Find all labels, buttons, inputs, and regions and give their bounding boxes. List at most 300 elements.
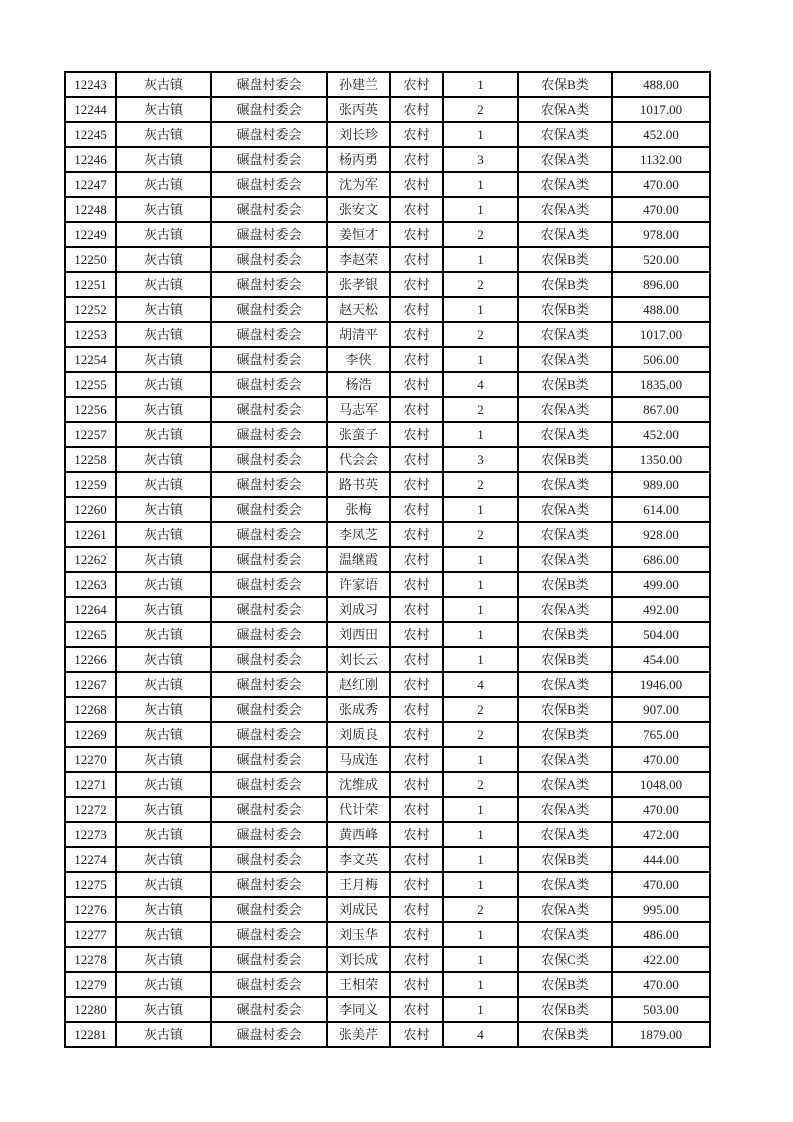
- cell-area-type: 农村: [390, 272, 443, 297]
- cell-person-count: 1: [443, 597, 518, 622]
- cell-person-count: 4: [443, 672, 518, 697]
- table-row: [65, 847, 710, 872]
- cell-town: 灰古镇: [116, 397, 211, 422]
- cell-area-type: 农村: [390, 747, 443, 772]
- cell-amount: 506.00: [612, 347, 710, 372]
- cell-area-type: 农村: [390, 197, 443, 222]
- cell-person-name: 刘长成: [327, 947, 390, 972]
- cell-person-name: 杨丙勇: [327, 147, 390, 172]
- cell-town: 灰古镇: [116, 147, 211, 172]
- cell-village-committee: 碾盘村委会: [211, 297, 327, 322]
- cell-person-name: 杨浩: [327, 372, 390, 397]
- cell-amount: 1946.00: [612, 672, 710, 697]
- cell-record-id: 12279: [65, 972, 116, 997]
- cell-insurance-class: 农保B类: [518, 297, 612, 322]
- cell-town: 灰古镇: [116, 372, 211, 397]
- table-row: [65, 722, 710, 747]
- cell-record-id: 12254: [65, 347, 116, 372]
- cell-person-name: 路书英: [327, 472, 390, 497]
- cell-person-name: 姜恒才: [327, 222, 390, 247]
- cell-person-count: 2: [443, 722, 518, 747]
- table-row: [65, 1022, 710, 1047]
- cell-person-count: 2: [443, 322, 518, 347]
- cell-person-count: 1: [443, 547, 518, 572]
- cell-village-committee: 碾盘村委会: [211, 272, 327, 297]
- cell-area-type: 农村: [390, 947, 443, 972]
- cell-area-type: 农村: [390, 172, 443, 197]
- cell-person-count: 2: [443, 772, 518, 797]
- cell-village-committee: 碾盘村委会: [211, 972, 327, 997]
- cell-town: 灰古镇: [116, 647, 211, 672]
- cell-area-type: 农村: [390, 122, 443, 147]
- cell-village-committee: 碾盘村委会: [211, 847, 327, 872]
- cell-town: 灰古镇: [116, 522, 211, 547]
- cell-record-id: 12267: [65, 672, 116, 697]
- cell-record-id: 12247: [65, 172, 116, 197]
- cell-area-type: 农村: [390, 622, 443, 647]
- cell-record-id: 12243: [65, 72, 116, 97]
- cell-insurance-class: 农保A类: [518, 797, 612, 822]
- cell-record-id: 12276: [65, 897, 116, 922]
- cell-person-name: 刘长珍: [327, 122, 390, 147]
- cell-area-type: 农村: [390, 372, 443, 397]
- cell-town: 灰古镇: [116, 872, 211, 897]
- cell-person-count: 1: [443, 797, 518, 822]
- cell-person-name: 刘玉华: [327, 922, 390, 947]
- cell-record-id: 12250: [65, 247, 116, 272]
- cell-insurance-class: 农保A类: [518, 197, 612, 222]
- cell-town: 灰古镇: [116, 322, 211, 347]
- cell-town: 灰古镇: [116, 497, 211, 522]
- cell-village-committee: 碾盘村委会: [211, 522, 327, 547]
- cell-town: 灰古镇: [116, 572, 211, 597]
- cell-town: 灰古镇: [116, 222, 211, 247]
- cell-person-count: 4: [443, 1022, 518, 1047]
- cell-village-committee: 碾盘村委会: [211, 372, 327, 397]
- table-row: [65, 272, 710, 297]
- cell-insurance-class: 农保A类: [518, 672, 612, 697]
- table-row: [65, 597, 710, 622]
- cell-person-count: 1: [443, 647, 518, 672]
- cell-amount: 470.00: [612, 972, 710, 997]
- cell-record-id: 12269: [65, 722, 116, 747]
- cell-area-type: 农村: [390, 447, 443, 472]
- cell-town: 灰古镇: [116, 597, 211, 622]
- cell-insurance-class: 农保B类: [518, 572, 612, 597]
- cell-town: 灰古镇: [116, 72, 211, 97]
- cell-record-id: 12244: [65, 97, 116, 122]
- cell-record-id: 12246: [65, 147, 116, 172]
- cell-person-count: 1: [443, 72, 518, 97]
- cell-insurance-class: 农保B类: [518, 447, 612, 472]
- cell-insurance-class: 农保A类: [518, 397, 612, 422]
- cell-village-committee: 碾盘村委会: [211, 722, 327, 747]
- table-row: [65, 322, 710, 347]
- cell-area-type: 农村: [390, 547, 443, 572]
- cell-area-type: 农村: [390, 97, 443, 122]
- cell-town: 灰古镇: [116, 697, 211, 722]
- cell-area-type: 农村: [390, 472, 443, 497]
- cell-area-type: 农村: [390, 972, 443, 997]
- cell-amount: 928.00: [612, 522, 710, 547]
- cell-person-count: 1: [443, 947, 518, 972]
- table-row: [65, 522, 710, 547]
- table-row: [65, 197, 710, 222]
- cell-area-type: 农村: [390, 822, 443, 847]
- cell-amount: 454.00: [612, 647, 710, 672]
- cell-record-id: 12281: [65, 1022, 116, 1047]
- cell-person-count: 2: [443, 397, 518, 422]
- cell-town: 灰古镇: [116, 272, 211, 297]
- cell-person-name: 李侠: [327, 347, 390, 372]
- cell-insurance-class: 农保B类: [518, 247, 612, 272]
- cell-insurance-class: 农保A类: [518, 597, 612, 622]
- table-row: [65, 747, 710, 772]
- cell-record-id: 12256: [65, 397, 116, 422]
- table-row: [65, 372, 710, 397]
- cell-person-count: 1: [443, 297, 518, 322]
- cell-amount: 995.00: [612, 897, 710, 922]
- cell-insurance-class: 农保B类: [518, 272, 612, 297]
- cell-town: 灰古镇: [116, 672, 211, 697]
- cell-insurance-class: 农保A类: [518, 897, 612, 922]
- cell-amount: 765.00: [612, 722, 710, 747]
- cell-insurance-class: 农保A类: [518, 322, 612, 347]
- cell-area-type: 农村: [390, 847, 443, 872]
- cell-insurance-class: 农保B类: [518, 997, 612, 1022]
- cell-record-id: 12259: [65, 472, 116, 497]
- cell-amount: 470.00: [612, 197, 710, 222]
- table-row: [65, 672, 710, 697]
- cell-amount: 472.00: [612, 822, 710, 847]
- cell-amount: 452.00: [612, 122, 710, 147]
- cell-village-committee: 碾盘村委会: [211, 1022, 327, 1047]
- cell-village-committee: 碾盘村委会: [211, 422, 327, 447]
- cell-person-count: 2: [443, 222, 518, 247]
- cell-village-committee: 碾盘村委会: [211, 447, 327, 472]
- cell-insurance-class: 农保A类: [518, 872, 612, 897]
- cell-village-committee: 碾盘村委会: [211, 772, 327, 797]
- cell-record-id: 12265: [65, 622, 116, 647]
- cell-person-name: 王相荣: [327, 972, 390, 997]
- cell-town: 灰古镇: [116, 422, 211, 447]
- cell-person-name: 赵天松: [327, 297, 390, 322]
- cell-insurance-class: 农保A类: [518, 422, 612, 447]
- cell-area-type: 农村: [390, 672, 443, 697]
- cell-insurance-class: 农保B类: [518, 72, 612, 97]
- cell-record-id: 12249: [65, 222, 116, 247]
- table-row: [65, 547, 710, 572]
- table-row: [65, 447, 710, 472]
- cell-village-committee: 碾盘村委会: [211, 347, 327, 372]
- cell-area-type: 农村: [390, 722, 443, 747]
- cell-record-id: 12271: [65, 772, 116, 797]
- cell-village-committee: 碾盘村委会: [211, 747, 327, 772]
- cell-person-name: 许家语: [327, 572, 390, 597]
- cell-record-id: 12278: [65, 947, 116, 972]
- cell-person-name: 黄西峰: [327, 822, 390, 847]
- cell-amount: 520.00: [612, 247, 710, 272]
- table-row: [65, 797, 710, 822]
- cell-amount: 1835.00: [612, 372, 710, 397]
- cell-record-id: 12252: [65, 297, 116, 322]
- cell-village-committee: 碾盘村委会: [211, 647, 327, 672]
- cell-insurance-class: 农保A类: [518, 922, 612, 947]
- cell-insurance-class: 农保B类: [518, 647, 612, 672]
- cell-amount: 470.00: [612, 747, 710, 772]
- cell-amount: 1350.00: [612, 447, 710, 472]
- cell-person-name: 李凤芝: [327, 522, 390, 547]
- cell-record-id: 12257: [65, 422, 116, 447]
- cell-insurance-class: 农保B类: [518, 697, 612, 722]
- cell-town: 灰古镇: [116, 247, 211, 272]
- cell-record-id: 12270: [65, 747, 116, 772]
- table-row: [65, 122, 710, 147]
- cell-insurance-class: 农保C类: [518, 947, 612, 972]
- table-row: [65, 397, 710, 422]
- cell-person-count: 1: [443, 122, 518, 147]
- cell-record-id: 12251: [65, 272, 116, 297]
- cell-town: 灰古镇: [116, 547, 211, 572]
- cell-village-committee: 碾盘村委会: [211, 922, 327, 947]
- cell-amount: 614.00: [612, 497, 710, 522]
- cell-area-type: 农村: [390, 72, 443, 97]
- cell-amount: 499.00: [612, 572, 710, 597]
- cell-amount: 896.00: [612, 272, 710, 297]
- cell-amount: 686.00: [612, 547, 710, 572]
- cell-insurance-class: 农保A类: [518, 822, 612, 847]
- cell-town: 灰古镇: [116, 997, 211, 1022]
- cell-area-type: 农村: [390, 1022, 443, 1047]
- cell-insurance-class: 农保A类: [518, 772, 612, 797]
- cell-town: 灰古镇: [116, 172, 211, 197]
- cell-person-name: 张美芹: [327, 1022, 390, 1047]
- cell-record-id: 12260: [65, 497, 116, 522]
- cell-person-name: 张梅: [327, 497, 390, 522]
- cell-village-committee: 碾盘村委会: [211, 572, 327, 597]
- cell-town: 灰古镇: [116, 947, 211, 972]
- cell-village-committee: 碾盘村委会: [211, 822, 327, 847]
- cell-area-type: 农村: [390, 222, 443, 247]
- cell-person-count: 1: [443, 347, 518, 372]
- cell-town: 灰古镇: [116, 122, 211, 147]
- table-row: [65, 872, 710, 897]
- cell-person-count: 1: [443, 572, 518, 597]
- cell-amount: 907.00: [612, 697, 710, 722]
- cell-insurance-class: 农保A类: [518, 147, 612, 172]
- cell-town: 灰古镇: [116, 772, 211, 797]
- cell-area-type: 农村: [390, 872, 443, 897]
- cell-record-id: 12266: [65, 647, 116, 672]
- cell-insurance-class: 农保B类: [518, 372, 612, 397]
- cell-amount: 1132.00: [612, 147, 710, 172]
- cell-person-name: 沈维成: [327, 772, 390, 797]
- cell-amount: 422.00: [612, 947, 710, 972]
- cell-person-count: 2: [443, 272, 518, 297]
- cell-person-count: 1: [443, 422, 518, 447]
- cell-record-id: 12277: [65, 922, 116, 947]
- table-row: [65, 997, 710, 1022]
- cell-insurance-class: 农保A类: [518, 547, 612, 572]
- cell-person-name: 李赵荣: [327, 247, 390, 272]
- cell-amount: 989.00: [612, 472, 710, 497]
- table-row: [65, 222, 710, 247]
- cell-town: 灰古镇: [116, 297, 211, 322]
- cell-person-count: 1: [443, 822, 518, 847]
- cell-village-committee: 碾盘村委会: [211, 597, 327, 622]
- cell-person-name: 沈为军: [327, 172, 390, 197]
- cell-amount: 470.00: [612, 872, 710, 897]
- cell-person-name: 张丙英: [327, 97, 390, 122]
- cell-village-committee: 碾盘村委会: [211, 547, 327, 572]
- cell-amount: 1048.00: [612, 772, 710, 797]
- cell-person-name: 张安文: [327, 197, 390, 222]
- cell-amount: 444.00: [612, 847, 710, 872]
- cell-person-name: 刘质良: [327, 722, 390, 747]
- cell-insurance-class: 农保B类: [518, 972, 612, 997]
- cell-amount: 1017.00: [612, 97, 710, 122]
- cell-person-name: 马志军: [327, 397, 390, 422]
- table-row: [65, 347, 710, 372]
- cell-area-type: 农村: [390, 572, 443, 597]
- cell-person-count: 1: [443, 622, 518, 647]
- cell-town: 灰古镇: [116, 347, 211, 372]
- cell-amount: 470.00: [612, 172, 710, 197]
- cell-person-name: 刘长云: [327, 647, 390, 672]
- cell-village-committee: 碾盘村委会: [211, 497, 327, 522]
- cell-amount: 1017.00: [612, 322, 710, 347]
- cell-person-name: 张成秀: [327, 697, 390, 722]
- table-row: [65, 922, 710, 947]
- cell-town: 灰古镇: [116, 797, 211, 822]
- cell-amount: 492.00: [612, 597, 710, 622]
- table-row: [65, 647, 710, 672]
- table-row: [65, 947, 710, 972]
- cell-area-type: 农村: [390, 247, 443, 272]
- cell-area-type: 农村: [390, 597, 443, 622]
- cell-area-type: 农村: [390, 497, 443, 522]
- cell-town: 灰古镇: [116, 847, 211, 872]
- cell-record-id: 12268: [65, 697, 116, 722]
- cell-person-count: 1: [443, 972, 518, 997]
- cell-insurance-class: 农保A类: [518, 347, 612, 372]
- cell-insurance-class: 农保A类: [518, 222, 612, 247]
- cell-area-type: 农村: [390, 997, 443, 1022]
- cell-person-count: 1: [443, 197, 518, 222]
- cell-person-count: 2: [443, 522, 518, 547]
- cell-person-name: 刘成习: [327, 597, 390, 622]
- table-row: [65, 472, 710, 497]
- cell-person-name: 张蛮子: [327, 422, 390, 447]
- cell-record-id: 12280: [65, 997, 116, 1022]
- cell-village-committee: 碾盘村委会: [211, 147, 327, 172]
- cell-insurance-class: 农保B类: [518, 722, 612, 747]
- cell-record-id: 12263: [65, 572, 116, 597]
- cell-insurance-class: 农保A类: [518, 497, 612, 522]
- cell-village-committee: 碾盘村委会: [211, 247, 327, 272]
- cell-person-count: 1: [443, 922, 518, 947]
- cell-person-name: 代会会: [327, 447, 390, 472]
- cell-insurance-class: 农保A类: [518, 172, 612, 197]
- cell-amount: 488.00: [612, 297, 710, 322]
- cell-town: 灰古镇: [116, 822, 211, 847]
- table-row: [65, 822, 710, 847]
- cell-area-type: 农村: [390, 422, 443, 447]
- cell-person-name: 张孝银: [327, 272, 390, 297]
- cell-person-name: 王月梅: [327, 872, 390, 897]
- cell-person-count: 4: [443, 372, 518, 397]
- cell-record-id: 12275: [65, 872, 116, 897]
- cell-town: 灰古镇: [116, 197, 211, 222]
- cell-town: 灰古镇: [116, 972, 211, 997]
- cell-amount: 488.00: [612, 72, 710, 97]
- cell-area-type: 农村: [390, 147, 443, 172]
- cell-amount: 978.00: [612, 222, 710, 247]
- pension-roster-table: [64, 71, 711, 1048]
- cell-person-count: 2: [443, 897, 518, 922]
- cell-village-committee: 碾盘村委会: [211, 72, 327, 97]
- cell-person-count: 1: [443, 997, 518, 1022]
- cell-town: 灰古镇: [116, 722, 211, 747]
- cell-person-count: 3: [443, 147, 518, 172]
- cell-person-name: 温继霞: [327, 547, 390, 572]
- cell-amount: 503.00: [612, 997, 710, 1022]
- cell-village-committee: 碾盘村委会: [211, 222, 327, 247]
- cell-person-name: 李同义: [327, 997, 390, 1022]
- cell-village-committee: 碾盘村委会: [211, 322, 327, 347]
- cell-town: 灰古镇: [116, 472, 211, 497]
- cell-record-id: 12245: [65, 122, 116, 147]
- cell-village-committee: 碾盘村委会: [211, 397, 327, 422]
- table-row: [65, 897, 710, 922]
- cell-area-type: 农村: [390, 772, 443, 797]
- cell-amount: 452.00: [612, 422, 710, 447]
- cell-amount: 504.00: [612, 622, 710, 647]
- cell-person-name: 马成连: [327, 747, 390, 772]
- cell-person-count: 2: [443, 697, 518, 722]
- cell-village-committee: 碾盘村委会: [211, 622, 327, 647]
- cell-person-count: 1: [443, 172, 518, 197]
- cell-person-name: 李文英: [327, 847, 390, 872]
- cell-village-committee: 碾盘村委会: [211, 197, 327, 222]
- cell-person-count: 1: [443, 497, 518, 522]
- cell-area-type: 农村: [390, 647, 443, 672]
- table-row: [65, 72, 710, 97]
- cell-person-name: 刘成民: [327, 897, 390, 922]
- cell-town: 灰古镇: [116, 622, 211, 647]
- cell-area-type: 农村: [390, 297, 443, 322]
- cell-town: 灰古镇: [116, 897, 211, 922]
- cell-amount: 1879.00: [612, 1022, 710, 1047]
- cell-village-committee: 碾盘村委会: [211, 797, 327, 822]
- table-row: [65, 497, 710, 522]
- cell-person-count: 2: [443, 97, 518, 122]
- cell-person-count: 1: [443, 872, 518, 897]
- cell-area-type: 农村: [390, 397, 443, 422]
- table-row: [65, 247, 710, 272]
- cell-insurance-class: 农保A类: [518, 747, 612, 772]
- cell-town: 灰古镇: [116, 922, 211, 947]
- cell-town: 灰古镇: [116, 1022, 211, 1047]
- table-row: [65, 172, 710, 197]
- cell-town: 灰古镇: [116, 447, 211, 472]
- cell-record-id: 12258: [65, 447, 116, 472]
- cell-record-id: 12273: [65, 822, 116, 847]
- table-row: [65, 622, 710, 647]
- cell-record-id: 12248: [65, 197, 116, 222]
- cell-area-type: 农村: [390, 897, 443, 922]
- cell-person-name: 胡清平: [327, 322, 390, 347]
